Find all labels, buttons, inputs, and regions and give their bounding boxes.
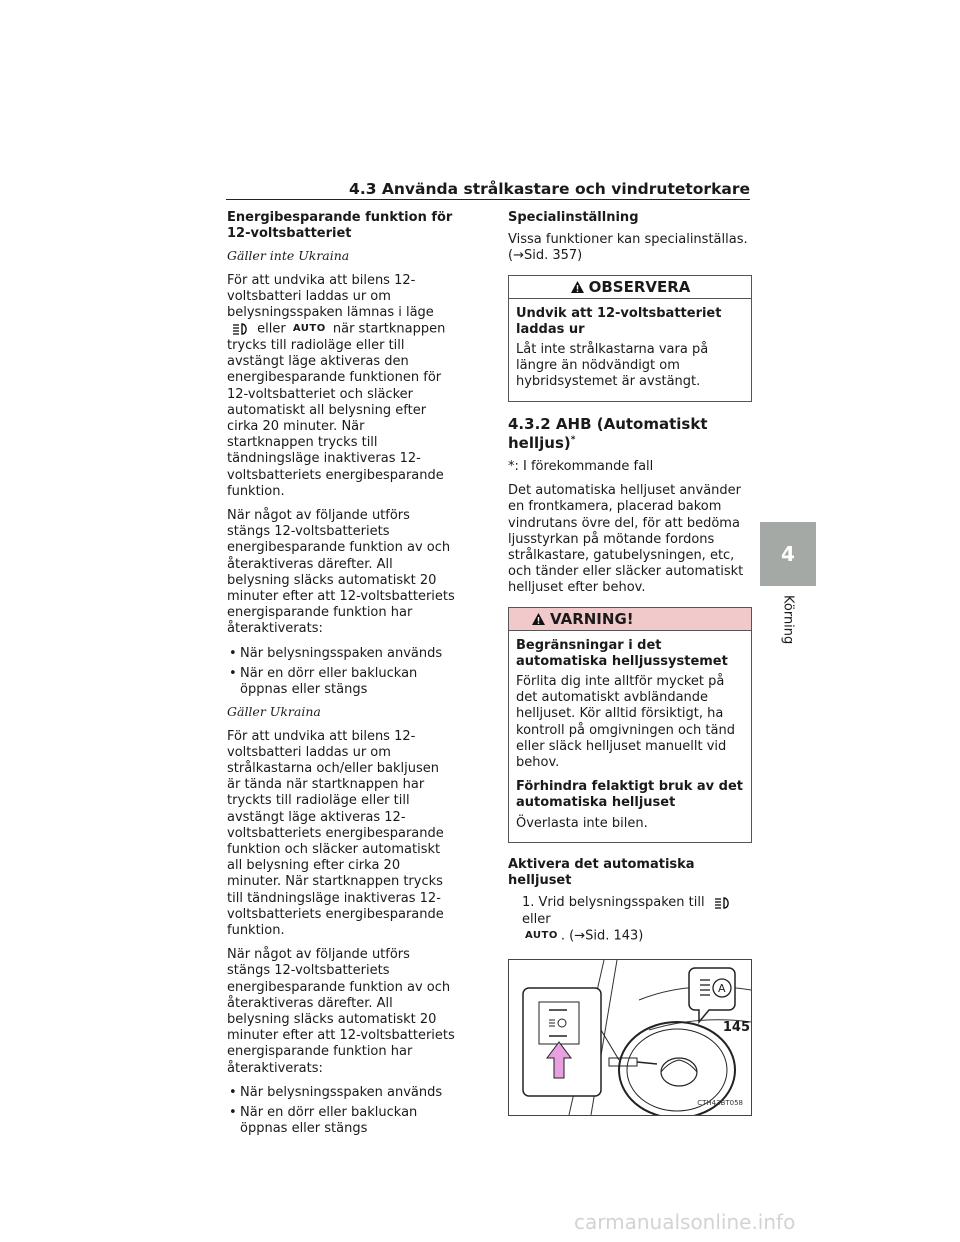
varning-text: Överlasta inte bilen.	[516, 815, 648, 831]
caution-icon	[570, 280, 585, 294]
auto-icon: AUTO	[292, 323, 326, 335]
varning-subheading: Begränsningar i det automatiska helljussystemet	[516, 637, 728, 669]
auto-icon: AUTO	[525, 929, 558, 941]
bullet-list	[227, 646, 455, 699]
page-header: 4.3 Använda strålkastare och vindrutetorkare	[349, 180, 750, 198]
section-heading: Energibesparande funktion för 12-voltsbatteriet	[227, 210, 453, 242]
bullet-list	[227, 1085, 455, 1138]
page-number: 145	[722, 1020, 750, 1035]
section-title-text: 4.3.2 AHB (Automatiskt helljus)	[508, 414, 708, 452]
watermark: carmanualsonline.info	[574, 1210, 796, 1234]
note-not-ukraine: Gäller inte Ukraina	[227, 248, 350, 264]
steering-illustration	[508, 959, 752, 1116]
footnote: *: I förekommande fall	[508, 459, 654, 475]
list-item: • När belysningsspaken används	[227, 1085, 455, 1101]
dashboard-drawing	[509, 960, 751, 1115]
activate-heading: Aktivera det automatiska helljuset	[508, 856, 695, 889]
paragraph: Vissa funktioner kan specialinställas. (→Sid. 357)	[508, 232, 748, 264]
footnote-marker: *	[570, 434, 576, 445]
observera-box	[508, 275, 752, 402]
step-text: . (→Sid. 143)	[560, 928, 644, 944]
chapter-tab: 4	[760, 522, 816, 586]
chapter-label: Körning	[780, 595, 796, 645]
header-rule	[226, 199, 750, 200]
paragraph	[227, 273, 455, 500]
varning-text: Förlita dig inte alltför mycket på det automatiskt avbländande helljuset. Kör alltid försiktigt, ha kontroll på omgivningen och tänd eller släck helljuset manuellt vid behov.	[516, 674, 735, 771]
note-ukraine: Gäller Ukraina	[227, 704, 321, 720]
svg-text:A: A	[718, 981, 726, 995]
right-column	[508, 210, 752, 1116]
paragraph-text: För att undvika att bilens 12-voltsbatteri laddas ur om belysningsspaken lämnas i läge	[227, 272, 434, 321]
headlight-icon	[230, 322, 250, 336]
paragraph: Det automatiska helljuset använder en frontkamera, placerad bakom vindrutans övre del, för att bedöma ljusstyrkan på mötande fordons strålkastare, gatubelysningen, etc, och tänder eller släcker automatiskt helljuset efter behov.	[508, 483, 744, 596]
paragraph-text: eller	[257, 321, 286, 337]
figure-code: CTH43BT058	[697, 1099, 743, 1108]
section-title	[508, 416, 752, 451]
varning-title: VARNING!	[550, 609, 634, 628]
headlight-icon	[712, 896, 732, 910]
list-item: • När en dörr eller bakluckan öppnas eller stängs	[227, 1105, 455, 1137]
paragraph: När något av följande utförs stängs 12-voltsbatteriets energibesparande funktion av och återaktiveras därefter. All belysning släcks automatiskt 20 minuter efter att 12-voltsbatteriets energisparande funktion har återaktiverats:	[227, 508, 455, 637]
varning-header	[509, 608, 751, 631]
observera-text: Låt inte strålkastarna vara på längre än nödvändigt om hybridsystemet är avstängt.	[516, 342, 709, 390]
observera-title: OBSERVERA	[588, 277, 691, 296]
step-text: eller	[522, 911, 551, 927]
left-column	[227, 210, 455, 1143]
paragraph: När något av följande utförs stängs 12-voltsbatteriets energibesparande funktion av och återaktiveras därefter. All belysning släcks automatiskt 20 minuter efter att 12-voltsbatteriets energisparande funktion har återaktiverats:	[227, 947, 455, 1076]
warning-icon	[531, 612, 546, 626]
list-item: • När en dörr eller bakluckan öppnas eller stängs	[227, 666, 455, 698]
special-heading: Specialinställning	[508, 210, 639, 225]
paragraph-text: när startknappen trycks till radioläge eller till avstängt läge aktiveras den energibesparande funktionen för 12-voltsbatteriet och släcker automatiskt all belysning efter cirka 20 minuter. När startknappen trycks till tändningsläge inaktiveras 12-voltsbatteriets energibesparande funktion.	[227, 321, 446, 499]
list-item: • När belysningsspaken används	[227, 646, 455, 662]
varning-subheading: Förhindra felaktigt bruk av det automatiska helljuset	[516, 779, 743, 811]
varning-box	[508, 607, 752, 843]
observera-subheading: Undvik att 12-voltsbatteriet laddas ur	[516, 305, 722, 337]
step-1	[508, 895, 752, 944]
observera-header	[509, 276, 751, 299]
step-text: 1. Vrid belysningsspaken till	[522, 895, 705, 911]
paragraph: För att undvika att bilens 12-voltsbatteri laddas ur om strålkastarna och/eller bakljusen är tända när startknappen har tryckts till radioläge eller till avstängt läge aktiveras 12-voltsbatteriets energibesparande funktion och släcker automatiskt all belysning efter cirka 20 minuter. När startknappen trycks till tändningsläge inaktiveras 12-voltsbatteriets energibesparande funktion.	[227, 728, 444, 938]
